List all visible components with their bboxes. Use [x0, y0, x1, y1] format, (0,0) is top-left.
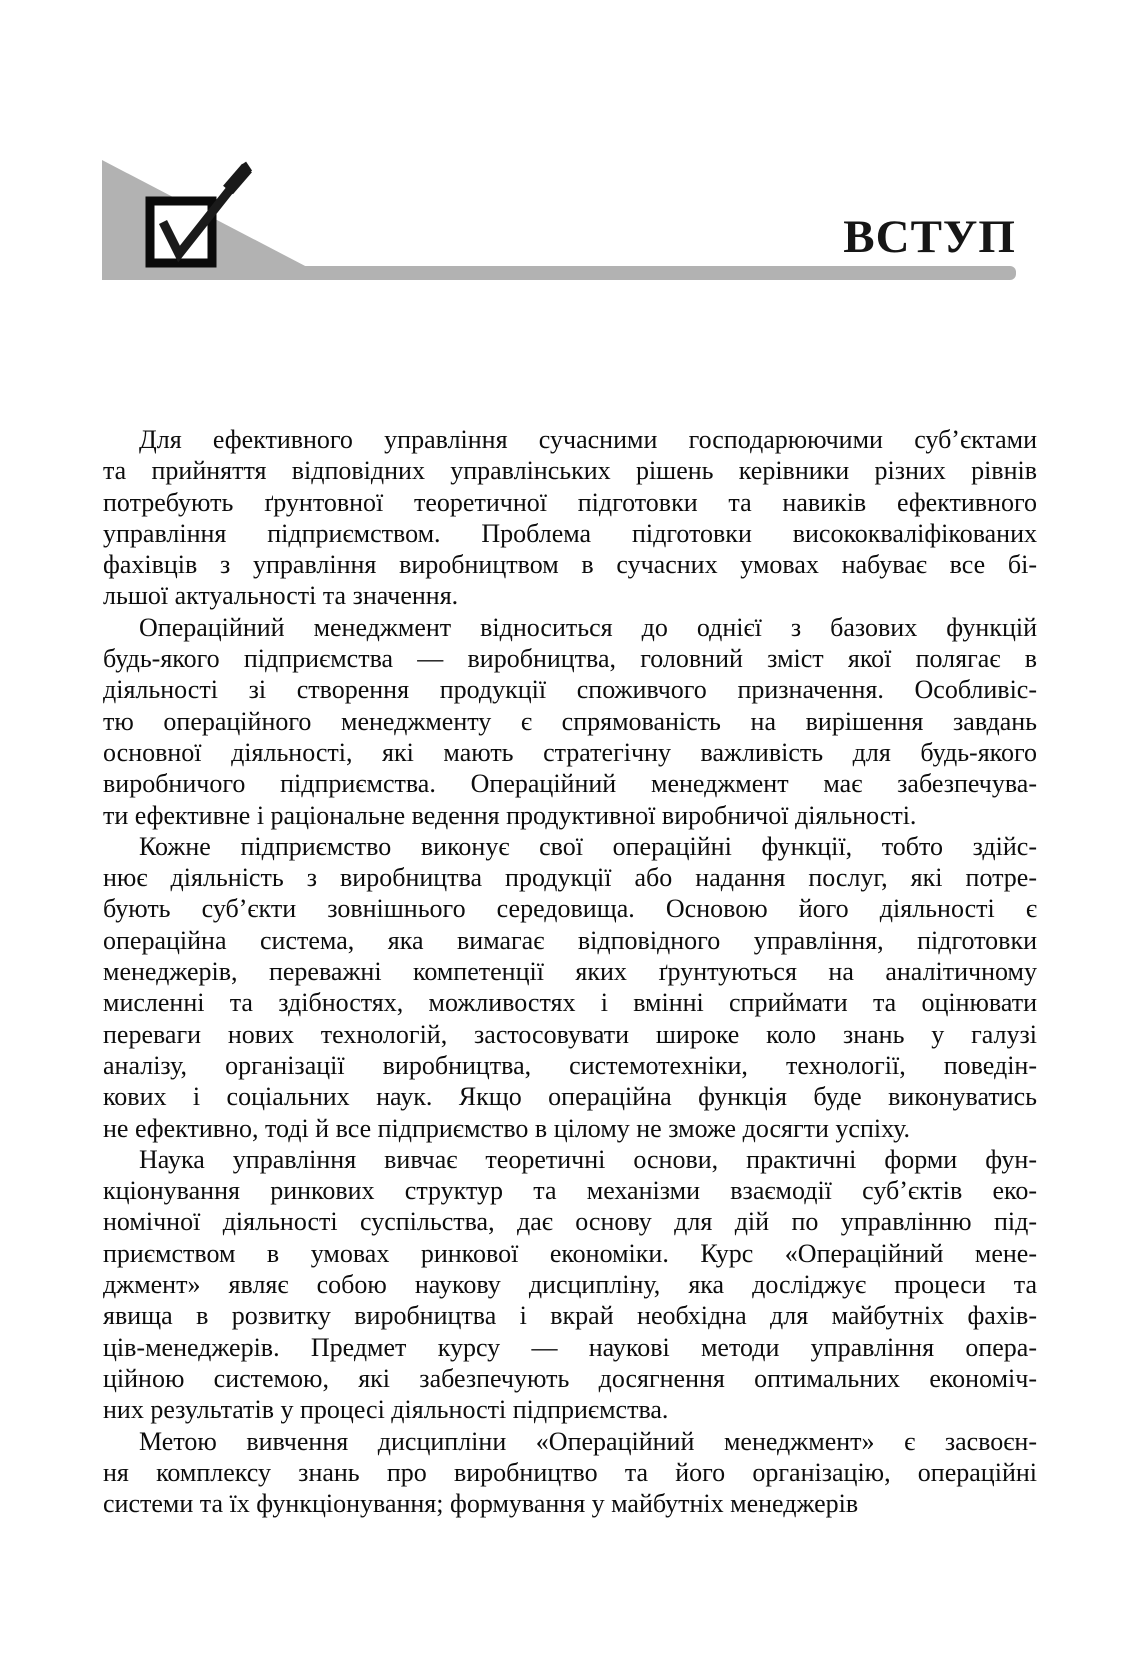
text-line: ційною системою, які забезпечують досягнення оптимальних економіч- — [103, 1363, 1037, 1393]
body-text — [103, 424, 1037, 1519]
text-line: менеджерів, переважні компетенції яких ґрунтуються на аналітичному — [103, 957, 1037, 987]
text-line: основної діяльності, які мають стратегічну важливість для будь-якого — [103, 737, 1037, 767]
text-line: операційна система, яка вимагає відповідного управління, підготовки — [103, 925, 1037, 955]
paragraph — [103, 424, 1037, 612]
text-line: ня комплексу знань про виробництво та його організацію, операційні — [103, 1457, 1037, 1487]
text-line: кових і соціальних наук. Якщо операційна функція буде виконуватись — [103, 1082, 1037, 1112]
text-line: ців-менеджерів. Предмет курсу — наукові методи управління опера- — [103, 1332, 1037, 1362]
text-line: Метою вивчення дисципліни «Операційний менеджмент» є засвоєн- — [139, 1426, 1037, 1456]
text-line: льшої актуальності та значення. — [103, 581, 459, 611]
paragraph — [103, 612, 1037, 831]
text-line: Наука управління вивчає теоретичні основи, практичні форми фун- — [139, 1144, 1037, 1174]
text-line: кціонування ринкових структур та механізми взаємодії суб’єктів еко- — [103, 1176, 1037, 1206]
text-line: номічної діяльності суспільства, дає основу для дій по управлінню під- — [103, 1207, 1037, 1237]
text-line: управління підприємством. Проблема підготовки висококваліфікованих — [103, 518, 1037, 548]
text-line: діяльності зі створення продукції споживчого призначення. Особливіс- — [103, 675, 1037, 705]
text-line: фахівців з управління виробництвом в сучасних умовах набуває все бі- — [103, 550, 1037, 580]
text-line: джмент» являє собою наукову дисципліну, яка досліджує процеси та — [103, 1270, 1037, 1300]
text-line: приємством в умовах ринкової економіки. Курс «Операційний мене- — [103, 1238, 1037, 1268]
text-line: нює діяльність з виробництва продукції або надання послуг, які потре- — [103, 863, 1037, 893]
rule-bar — [102, 266, 1016, 280]
paragraph — [103, 1426, 1037, 1520]
paragraph — [103, 831, 1037, 1144]
text-line: Для ефективного управління сучасними господарюючими суб’єктами — [139, 425, 1037, 454]
text-line: переваги нових технологій, застосовувати широке коло знань у галузі — [103, 1019, 1037, 1049]
chapter-title: ВСТУП — [843, 211, 1016, 263]
text-line: ти ефективне і раціональне ведення продуктивної виробничої діяльності. — [103, 800, 917, 830]
text-line: не ефективно, тоді й все підприємство в цілому не зможе досягти успіху. — [103, 1113, 910, 1143]
text-line: аналізу, організації виробництва, системотехніки, технології, поведін- — [103, 1050, 1037, 1080]
text-line: та прийняття відповідних управлінських рішень керівники різних рівнів — [103, 456, 1037, 486]
text-line: виробничого підприємства. Операційний менеджмент має забезпечува- — [103, 769, 1037, 799]
text-line: бують суб’єкти зовнішнього середовища. Основою його діяльності є — [103, 894, 1037, 924]
text-line: них результатів у процесі діяльності підприємства. — [103, 1395, 669, 1425]
text-line: будь-якого підприємства — виробництва, головний зміст якої полягає в — [103, 644, 1037, 674]
text-line: мисленні та здібностях, можливостях і вмінні сприймати та оцінювати — [103, 988, 1037, 1018]
text-line: тю операційного менеджменту є спрямованість на вирішення завдань — [103, 706, 1037, 736]
text-line: потребують ґрунтовної теоретичної підготовки та навиків ефективного — [103, 487, 1037, 517]
text-line: Кожне підприємство виконує свої операційні функції, тобто здійс- — [139, 831, 1037, 861]
text-line: явища в розвитку виробництва і вкрай необхідна для майбутніх фахів- — [103, 1301, 1037, 1331]
corner-triangle — [102, 160, 332, 280]
text-line: Операційний менеджмент відноситься до однієї з базових функцій — [139, 612, 1037, 642]
text-line: системи та їх функціонування; формування у майбутніх менеджерів — [103, 1489, 859, 1519]
paragraph — [103, 1144, 1037, 1426]
